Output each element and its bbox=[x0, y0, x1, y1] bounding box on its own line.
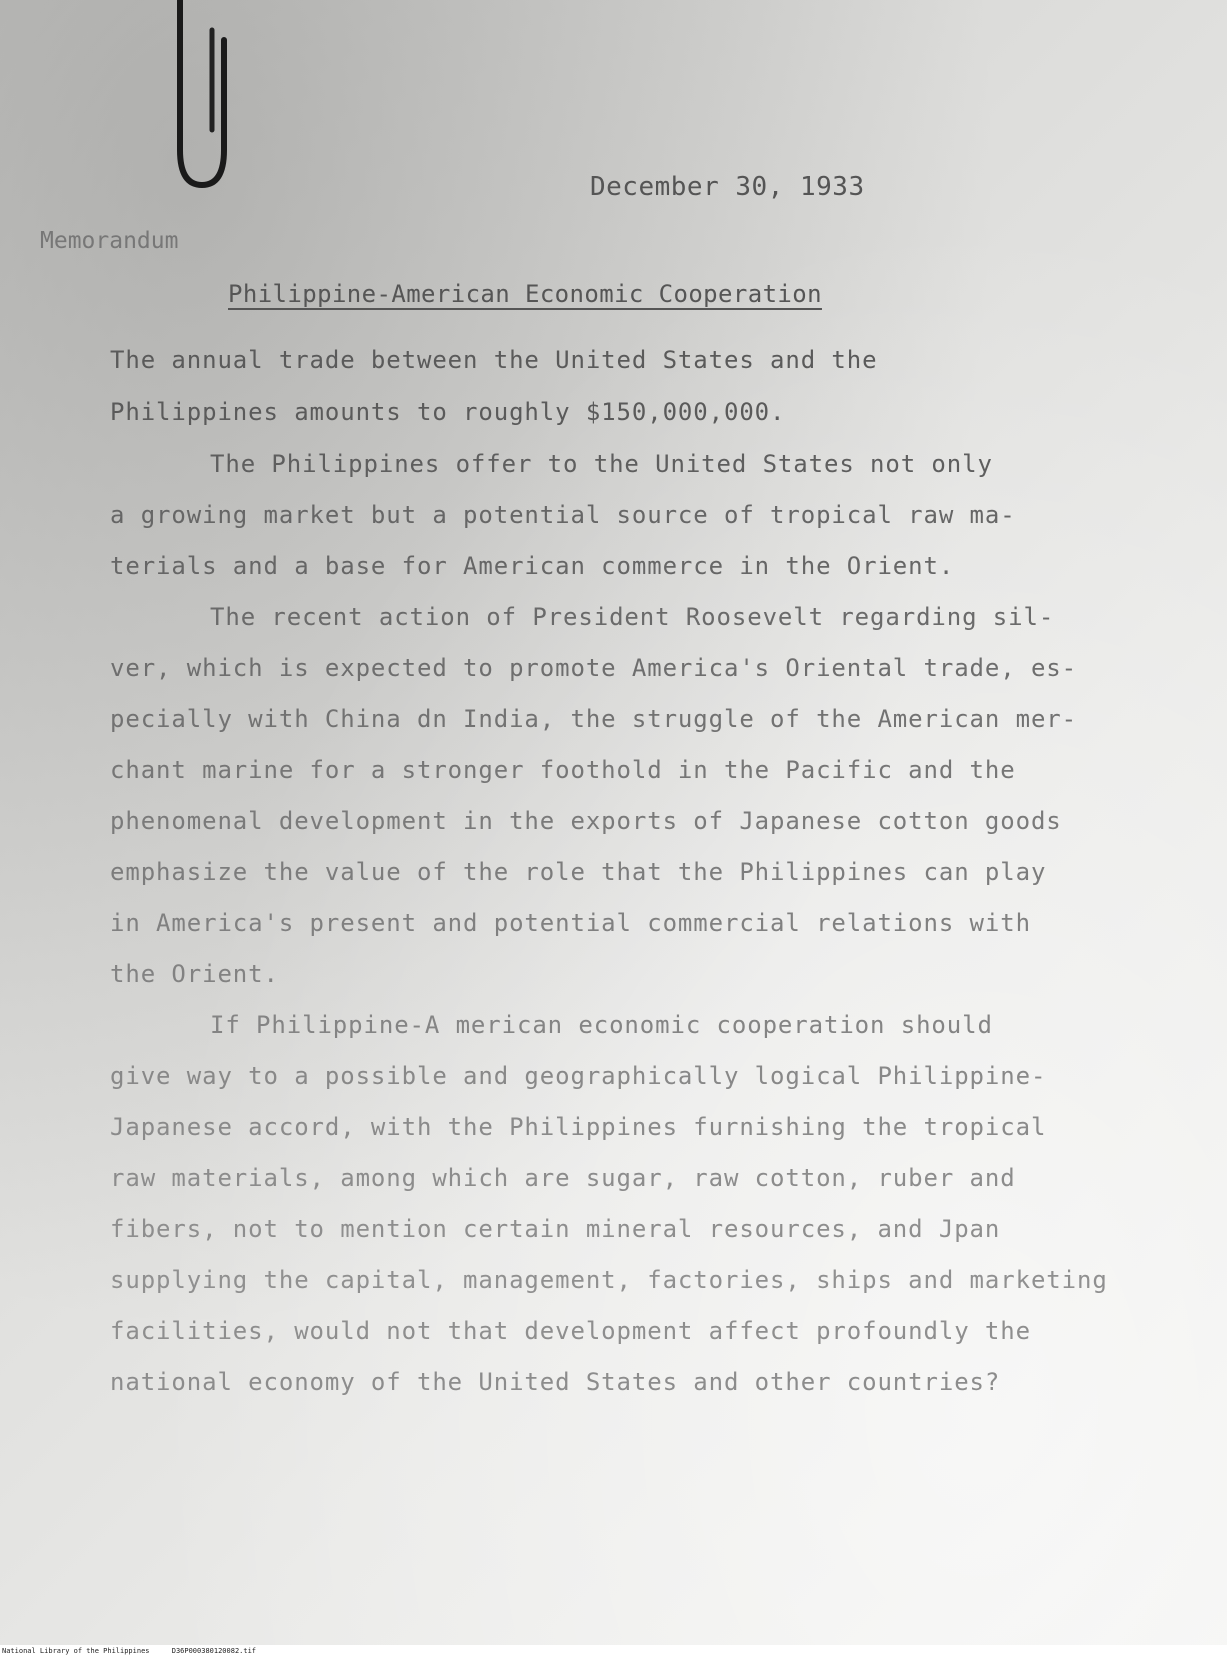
body-line: Japanese accord, with the Philippines furnishing the tropical bbox=[110, 1113, 1047, 1141]
body-line: Philippines amounts to roughly $150,000,000. bbox=[110, 398, 786, 426]
scan-footer bbox=[0, 1645, 1227, 1658]
body-line: raw materials, among which are sugar, raw cotton, ruber and bbox=[110, 1164, 1016, 1192]
body-line: terials and a base for American commerce in the Orient. bbox=[110, 552, 955, 580]
body-line: give way to a possible and geographically logical Philippine- bbox=[110, 1062, 1047, 1090]
memo-label: Memorandum bbox=[40, 228, 179, 254]
body-line: chant marine for a stronger foothold in the Pacific and the bbox=[110, 756, 1016, 784]
body-line: If Philippine-A merican economic cooperation should bbox=[210, 1011, 993, 1039]
paper-clip-icon bbox=[172, 0, 232, 200]
body-line: The annual trade between the United States and the bbox=[110, 346, 878, 374]
body-line: fibers, not to mention certain mineral resources, and Jpan bbox=[110, 1215, 1001, 1243]
body-line: the Orient. bbox=[110, 960, 279, 988]
body-line: pecially with China dn India, the struggle of the American mer- bbox=[110, 705, 1078, 733]
body-line: phenomenal development in the exports of Japanese cotton goods bbox=[110, 807, 1062, 835]
body-line: national economy of the United States and other countries? bbox=[110, 1368, 1001, 1396]
footer-file-id: D36P000380120082.tif bbox=[171, 1647, 257, 1655]
body-line: supplying the capital, management, factories, ships and marketing bbox=[110, 1266, 1108, 1294]
body-line: The Philippines offer to the United States not only bbox=[210, 450, 993, 478]
body-line: emphasize the value of the role that the Philippines can play bbox=[110, 858, 1047, 886]
footer-library: National Library of the Philippines bbox=[2, 1647, 150, 1655]
body-line: ver, which is expected to promote America's Oriental trade, es- bbox=[110, 654, 1078, 682]
body-line: in America's present and potential commercial relations with bbox=[110, 909, 1031, 937]
memo-date: December 30, 1933 bbox=[590, 172, 865, 202]
body-line: The recent action of President Roosevelt regarding sil- bbox=[210, 603, 1055, 631]
body-line: a growing market but a potential source of tropical raw ma- bbox=[110, 501, 1016, 529]
body-line: facilities, would not that development affect profoundly the bbox=[110, 1317, 1031, 1345]
memo-subject: Philippine-American Economic Cooperation bbox=[228, 280, 822, 308]
